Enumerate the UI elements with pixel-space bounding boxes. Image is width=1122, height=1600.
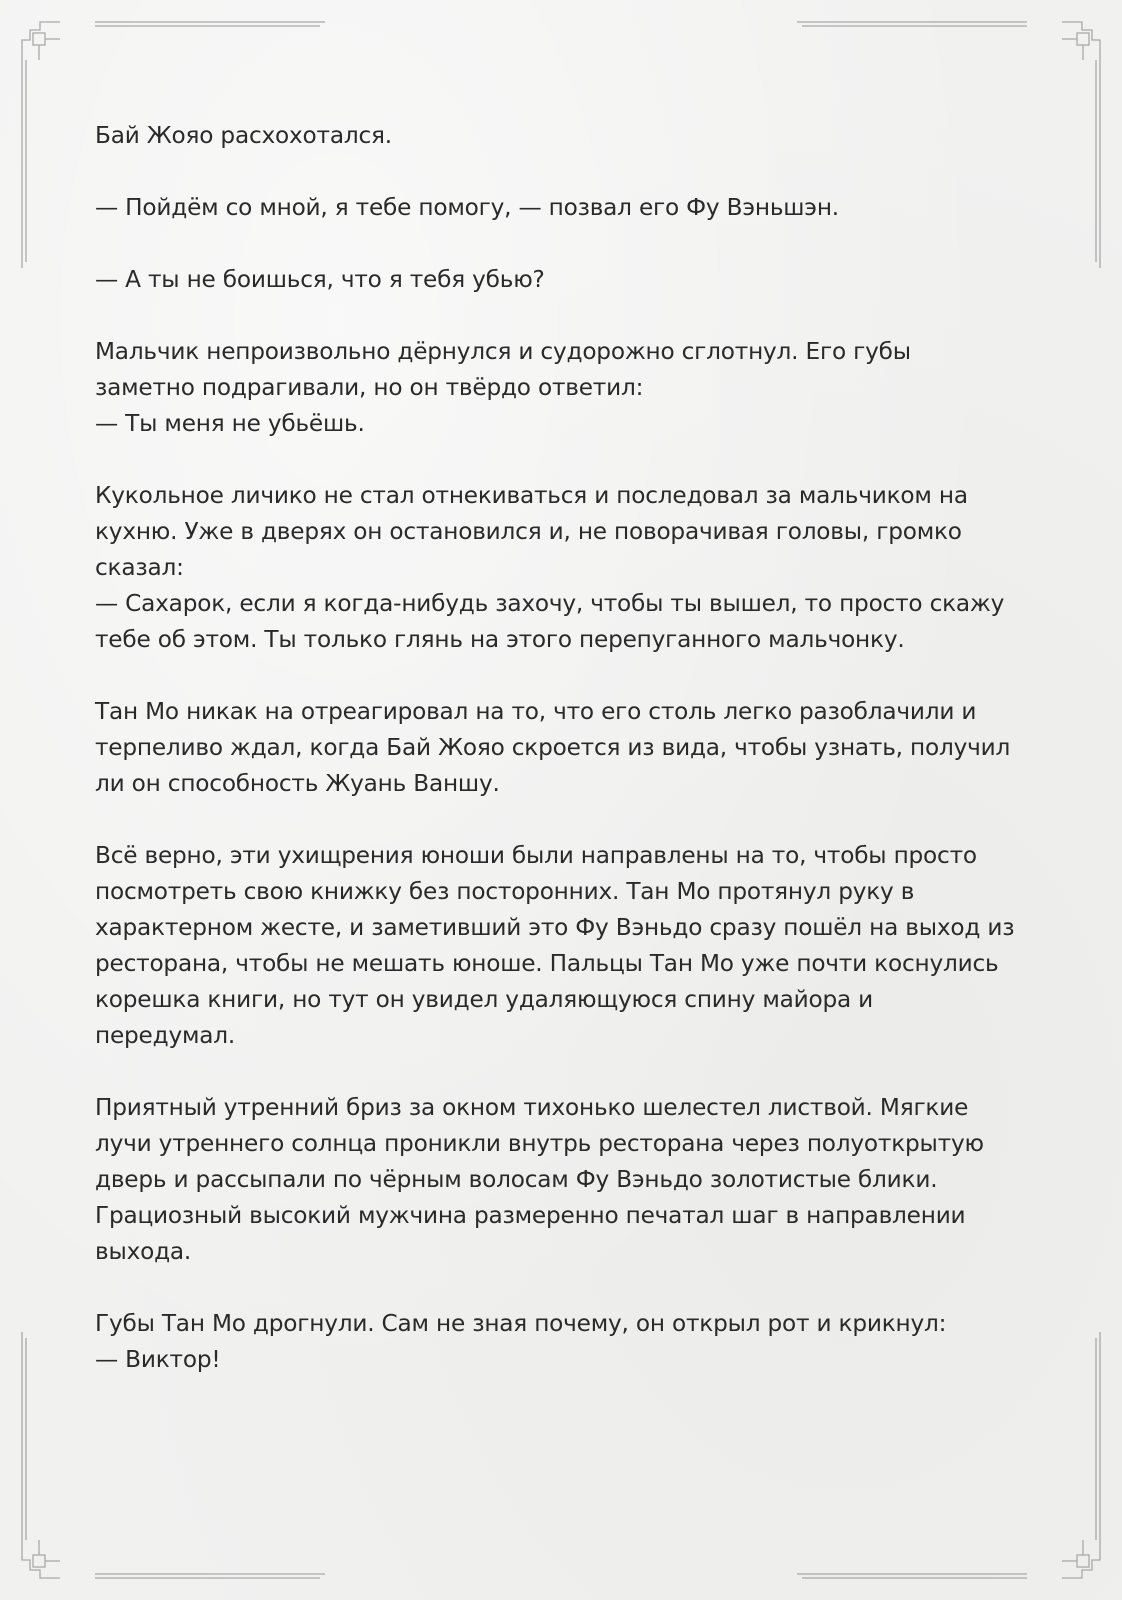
text-line: — Виктор! xyxy=(95,1346,221,1373)
paragraph xyxy=(95,118,1035,154)
paragraph xyxy=(95,262,1035,298)
text-line: ли он способность Жуань Ваншу. xyxy=(95,770,500,797)
text-line: — Пойдём со мной, я тебе помогу, — позвал его Фу Вэньшэн. xyxy=(95,194,839,221)
text-line: — А ты не боишься, что я тебя убью? xyxy=(95,266,545,293)
text-line: дверь и рассыпали по чёрным волосам Фу Вэньдо золотистые блики. xyxy=(95,1166,938,1193)
text-line: Приятный утренний бриз за окном тихонько шелестел листвой. Мягкие xyxy=(95,1094,969,1121)
text-line: тебе об этом. Ты только глянь на этого перепуганного мальчонку. xyxy=(95,626,905,653)
paragraph xyxy=(95,838,1035,1054)
text-line: терпеливо ждал, когда Бай Жояо скроется из вида, чтобы узнать, получил xyxy=(95,734,1011,761)
text-line: ресторана, чтобы не мешать юноше. Пальцы Тан Мо уже почти коснулись xyxy=(95,950,999,977)
text-line: посмотреть свою книжку без посторонних. Тан Мо протянул руку в xyxy=(95,878,915,905)
story-text xyxy=(95,118,1035,1414)
paragraph xyxy=(95,334,1035,442)
text-line: — Сахарок, если я когда-нибудь захочу, чтобы ты вышел, то просто скажу xyxy=(95,590,1005,617)
text-line: передумал. xyxy=(95,1022,236,1049)
text-line: характерном жесте, и заметивший это Фу Вэньдо сразу пошёл на выход из xyxy=(95,914,1015,941)
text-line: лучи утреннего солнца проникли внутрь ресторана через полуоткрытую xyxy=(95,1130,984,1157)
text-line: — Ты меня не убьёшь. xyxy=(95,410,365,437)
text-line: Тан Мо никак на отреагировал на то, что его столь легко разоблачили и xyxy=(95,698,977,725)
text-line: сказал: xyxy=(95,554,184,581)
paragraph xyxy=(95,478,1035,658)
paragraph xyxy=(95,694,1035,802)
paragraph xyxy=(95,1090,1035,1270)
text-line: Мальчик непроизвольно дёрнулся и судорожно сглотнул. Его губы xyxy=(95,338,911,365)
text-line: Кукольное личико не стал отнекиваться и последовал за мальчиком на xyxy=(95,482,968,509)
text-line: Бай Жояо расхохотался. xyxy=(95,122,392,149)
text-line: кухню. Уже в дверях он остановился и, не поворачивая головы, громко xyxy=(95,518,962,545)
text-line: корешка книги, но тут он увидел удаляющуюся спину майора и xyxy=(95,986,874,1013)
text-line: заметно подрагивали, но он твёрдо ответил: xyxy=(95,374,644,401)
text-line: Губы Тан Мо дрогнули. Сам не зная почему, он открыл рот и крикнул: xyxy=(95,1310,947,1337)
paragraph xyxy=(95,190,1035,226)
text-line: выхода. xyxy=(95,1238,192,1265)
text-line: Всё верно, эти ухищрения юноши были направлены на то, чтобы просто xyxy=(95,842,977,869)
paragraph xyxy=(95,1306,1035,1378)
text-line: Грациозный высокий мужчина размеренно печатал шаг в направлении xyxy=(95,1202,966,1229)
